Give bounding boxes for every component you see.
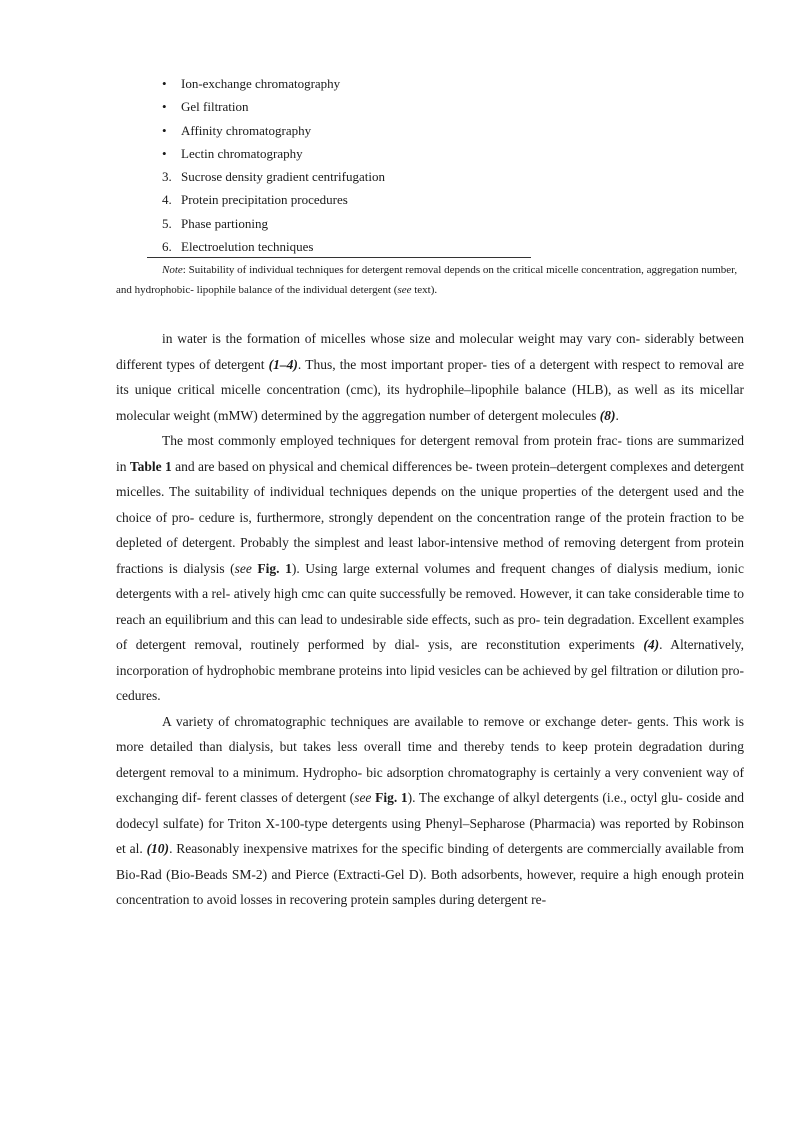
text-run: and are based on physical and chemical differences be- tween protein–detergent complexes and detergent micelles. The suitability of individual techniques depends on the unique properties of the detergent used and the choice of pro- cedure is, furthermore, strongly dependent on the concentration range of the protein fraction to be depleted of detergent. Probably the simplest and least labor-intensive method of removing detergent from protein fractions is dialysis ( [116, 458, 744, 576]
list-item [162, 72, 582, 95]
text-run: A variety of chromatographic techniques are available to remove or exchange deter- gents. This work is more detailed than dialysis, but takes less overall time and thereby tends to keep protein degradation during detergent removal to a minimum. Hydropho- bic adsorption chromatography is certainly a very convenient way of exchanging dif- ferent classes of detergent ( [116, 713, 744, 805]
list-marker: • [162, 99, 167, 115]
list-item [162, 95, 582, 118]
paragraph-1 [116, 326, 744, 428]
see-word: see [234, 560, 252, 576]
list-marker: • [162, 76, 167, 91]
text-run: . Alternatively, incorporation of hydrophobic membrane proteins into lipid vesicles can be achieved by gel filtration or dilution pro- cedures. [116, 637, 744, 703]
note-text: : Suitability of individual techniques for detergent removal depends on the critical micelle concentration, aggregation number, and hydrophobic- lipophile balance of the individual detergent ( [116, 264, 738, 296]
citation: (1–4) [268, 356, 298, 372]
citation: (8) [599, 407, 616, 423]
list-marker: 5. [162, 215, 172, 231]
list-item [162, 212, 582, 235]
list-item [162, 142, 582, 165]
list-item-text: Phase partioning [181, 215, 269, 231]
list-marker: • [162, 145, 167, 161]
list-item-text: Affinity chromatography [181, 122, 312, 138]
list-item [162, 119, 582, 142]
table-reference: Table 1 [129, 458, 172, 474]
list-item [162, 235, 582, 258]
list-item [162, 165, 582, 188]
paragraph-3 [116, 709, 744, 913]
list-marker: • [162, 122, 167, 138]
citation: (4) [643, 637, 660, 652]
list-marker: 3. [162, 169, 172, 185]
list-item-text: Electroelution techniques [181, 239, 314, 255]
text-run: . Thus, the most important proper- ties of a detergent with respect to removal are its unique critical micelle concentration (cmc), its hydrophile–lipophile balance (HLB), as well as its micellar molecular weight (mMW) determined by the aggregation number of detergent molecules [116, 356, 745, 423]
paragraph-2 [116, 428, 744, 709]
list-item-text: Ion-exchange chromatography [181, 76, 341, 91]
technique-list [162, 72, 582, 258]
list-marker: 6. [162, 239, 172, 255]
table-bottom-rule [147, 257, 531, 258]
list-item-text: Sucrose density gradient centrifugation [181, 169, 385, 185]
text-run: in water is the formation of micelles whose size and molecular weight may vary con- siderably between different types of detergent [116, 331, 744, 372]
table-note [116, 260, 744, 300]
note-see: see [397, 284, 412, 296]
list-item-text: Protein precipitation procedures [181, 192, 348, 208]
note-end: text). [411, 284, 438, 296]
list-item-text: Gel filtration [181, 99, 249, 115]
figure-reference: Fig. 1 [257, 560, 292, 576]
note-label: Note [162, 264, 183, 276]
citation: (10) [146, 841, 170, 856]
figure-reference: Fig. 1 [375, 790, 408, 805]
list-marker: 4. [162, 192, 172, 208]
see-word: see [354, 790, 372, 805]
text-run: ). The exchange of alkyl detergents (i.e., octyl glu- coside and dodecyl sulfate) for Triton X-100-type detergents using Phenyl–Sepharose (Pharmacia) was reported by Robinson et al. [116, 790, 745, 856]
text-run: The most commonly employed techniques for detergent removal from protein frac- tions are summarized in [116, 433, 744, 474]
list-item [162, 188, 582, 211]
text-run: . Reasonably inexpensive matrixes for the specific binding of detergents are commercially available from Bio-Rad (Bio-Beads SM-2) and Pierce (Extracti-Gel D). Both adsorbents, however, require a high enough protein concentration to avoid losses in recovering protein samples during detergent re- [116, 841, 744, 907]
body-text [116, 326, 744, 913]
text-run: ). Using large external volumes and frequent changes of dialysis medium, ionic detergents with a rel- atively high cmc can quite successfully be removed. However, it can take considerable time to reach an equilibrium and this can lead to undesirable side effects, such as pro- tein degradation. Excellent examples of detergent removal, routinely performed by dial- ysis, are reconstitution experiments [116, 560, 744, 652]
text-run: . [615, 407, 619, 423]
list-item-text: Lectin chromatography [181, 145, 303, 161]
